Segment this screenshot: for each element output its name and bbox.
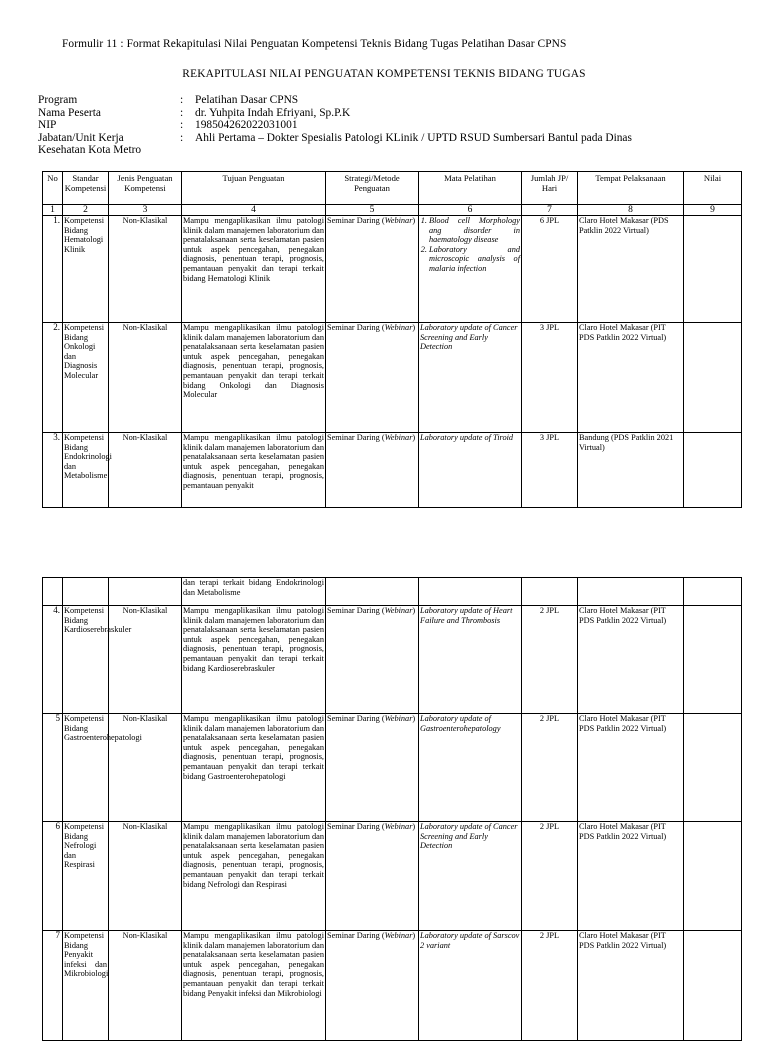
row-standar: Kompetensi Bidang Nefrologi dan Respirasi — [63, 822, 109, 931]
row-tempat: Bandung (PDS Patklin 2021 Virtual) — [578, 433, 684, 508]
strategi-text: Seminar Daring ( — [327, 606, 385, 615]
row-jp: 3 JPL — [522, 433, 578, 508]
table-row — [43, 323, 742, 433]
row-no: 5 — [43, 714, 63, 822]
strategi-text: Seminar Daring ( — [327, 931, 385, 940]
recap-table-part-2 — [42, 577, 742, 1041]
document-title: REKAPITULASI NILAI PENGUATAN KOMPETENSI TEKNIS BIDANG TUGAS — [182, 68, 586, 80]
table-row — [43, 714, 742, 822]
row-jp: 3 JPL — [522, 323, 578, 433]
row-standar: Kompetensi Bidang Hematologi Klinik — [63, 216, 109, 323]
col-number: 8 — [578, 205, 684, 216]
recap-table-part-1 — [42, 171, 742, 508]
table-header-row — [43, 172, 742, 205]
row-tujuan: Mampu mengaplikasikan ilmu patologi klinik dalam manajemen laboratorium dan penatalaksanaan serta keselamatan pasien untuk aspek pencegahan, penegakan diagnosis, penentuan terapi, prognosis, pemantauan penyakit dan terapi terkait bidang Penyakit infeksi dan Mikrobiologi — [182, 931, 326, 1041]
row-jp: 6 JPL — [522, 216, 578, 323]
strategi-text: Seminar Daring ( — [327, 433, 385, 442]
empty-cell — [419, 578, 522, 606]
row-no: 7 — [43, 931, 63, 1041]
strategi-end: ) — [412, 606, 416, 615]
strategi-italic: Webinar — [384, 822, 413, 831]
colon: : — [180, 119, 184, 132]
row-strategi — [326, 216, 419, 323]
row-no: 6 — [43, 822, 63, 931]
row-no: 2. — [43, 323, 63, 433]
info-row-jabatan — [38, 131, 632, 145]
jabatan-value-continued: Kesehatan Kota Metro — [38, 144, 142, 157]
col-number: 9 — [684, 205, 742, 216]
strategi-italic: Webinar — [384, 714, 413, 723]
row-standar: Kompetensi Bidang Onkologi dan Diagnosis Molecular — [63, 323, 109, 433]
nama-label: Nama Peserta — [38, 106, 101, 119]
row-mata: Laboratory update of Sarscov 2 variant — [419, 931, 522, 1041]
row-standar: Kompetensi Bidang Kardioserebraskuler — [63, 606, 109, 714]
row-mata: Laboratory update of Gastroenterohepatology — [419, 714, 522, 822]
strategi-italic: Webinar — [384, 216, 413, 225]
row-tujuan: Mampu mengaplikasikan ilmu patologi klinik dalam manajemen laboratorium dan penatalaksanaan serta keselamatan pasien untuk aspek pencegahan, penegakan diagnosis, penentuan terapi, prognosis, pemantauan penyakit dan terapi terkait bidang Onkologi dan Diagnosis Molecular — [182, 323, 326, 433]
jabatan-label: Jabatan/Unit Kerja — [38, 131, 124, 144]
table-row — [43, 216, 742, 323]
formulir-heading: Formulir 11 : Format Rekapitulasi Nilai Penguatan Kompetensi Teknis Bidang Tugas Pelatihan Dasar CPNS — [62, 38, 567, 50]
header-mata: Mata Pelatihan — [419, 172, 522, 205]
table-row — [43, 433, 742, 508]
header-jumlah: Jumlah JP/ Hari — [522, 172, 578, 205]
col-number: 4 — [182, 205, 326, 216]
row-jenis: Non-Klasikal — [109, 606, 182, 714]
empty-cell — [684, 578, 742, 606]
row-standar: Kompetensi Bidang Endokrinologi dan Metabolisme — [63, 433, 109, 508]
row-strategi — [326, 714, 419, 822]
row-jenis: Non-Klasikal — [109, 433, 182, 508]
row-jp: 2 JPL — [522, 606, 578, 714]
row-tujuan: Mampu mengaplikasikan ilmu patologi klinik dalam manajemen laboratorium dan penatalaksanaan serta keselamatan pasien untuk aspek pencegahan, penegakan diagnosis, penentuan terapi, prognosis, pemantauan penyakit dan terapi terkait bidang Nefrologi dan Respirasi — [182, 822, 326, 931]
row-mata: Laboratory update of Tiroid — [419, 433, 522, 508]
empty-cell — [43, 578, 63, 606]
row-jenis: Non-Klasikal — [109, 714, 182, 822]
info-row-nip — [38, 119, 298, 132]
row-nilai — [684, 606, 742, 714]
strategi-text: Seminar Daring ( — [327, 216, 385, 225]
row-strategi — [326, 931, 419, 1041]
row-strategi — [326, 606, 419, 714]
strategi-end: ) — [412, 714, 416, 723]
col-number: 1 — [43, 205, 63, 216]
header-no: No — [43, 172, 63, 205]
empty-cell — [326, 578, 419, 606]
nip-label: NIP — [38, 119, 57, 132]
row-strategi — [326, 433, 419, 508]
nip-value: 198504262022031001 — [195, 119, 298, 132]
row-standar: Kompetensi Bidang Penyakit infeksi dan Mikrobiologi — [63, 931, 109, 1041]
row-mata: Laboratory update of Heart Failure and Thrombosis — [419, 606, 522, 714]
row-strategi — [326, 323, 419, 433]
table-row — [43, 931, 742, 1041]
strategi-end: ) — [412, 931, 416, 940]
strategi-end: ) — [412, 822, 416, 831]
col-number: 7 — [522, 205, 578, 216]
row-tujuan: Mampu mengaplikasikan ilmu patologi klinik dalam manajemen laboratorium dan penatalaksanaan serta keselamatan pasien untuk aspek pencegahan, penegakan diagnosis, penentuan terapi, prognosis, pemantauan penyakit dan terapi terkait bidang Hematologi Klinik — [182, 216, 326, 323]
header-tujuan: Tujuan Penguatan — [182, 172, 326, 205]
row-standar: Kompetensi Bidang Gastroenterohepatologi — [63, 714, 109, 822]
colon: : — [180, 94, 184, 106]
row-nilai — [684, 822, 742, 931]
strategi-italic: Webinar — [384, 323, 413, 332]
strategi-end: ) — [412, 216, 416, 225]
header-tempat: Tempat Pelaksanaan — [578, 172, 684, 205]
row-jenis: Non-Klasikal — [109, 216, 182, 323]
participant-info — [38, 94, 632, 157]
header-jenis: Jenis Penguatan Kompetensi — [109, 172, 182, 205]
col-number: 2 — [63, 205, 109, 216]
strategi-end: ) — [412, 323, 416, 332]
table-row — [43, 606, 742, 714]
row-jp: 2 JPL — [522, 931, 578, 1041]
colon: : — [180, 131, 184, 144]
row-jp: 2 JPL — [522, 822, 578, 931]
program-label: Program — [38, 94, 78, 106]
table-row-continued — [43, 578, 742, 606]
mata-list — [420, 216, 520, 274]
column-number-row — [43, 205, 742, 216]
program-value: Pelatihan Dasar CPNS — [195, 94, 299, 106]
jabatan-value: Ahli Pertama – Dokter Spesialis Patologi KLinik / UPTD RSUD Sumbersari Bantul pada Dinas — [195, 131, 632, 144]
row-tujuan: Mampu mengaplikasikan ilmu patologi klinik dalam manajemen laboratorium dan penatalaksanaan serta keselamatan pasien untuk aspek pencegahan, penegakan diagnosis, penentuan terapi, prognosis, pemantauan penyakit dan terapi terkait bidang Gastroenterohepatologi — [182, 714, 326, 822]
row-jenis: Non-Klasikal — [109, 323, 182, 433]
strategi-italic: Webinar — [384, 931, 413, 940]
mata-item: 2. Laboratory and microscopic analysis of malaria infection — [429, 245, 520, 274]
row-no: 3. — [43, 433, 63, 508]
row-tempat: Claro Hotel Makasar (PDS Patklin 2022 Virtual) — [578, 216, 684, 323]
row-nilai — [684, 216, 742, 323]
strategi-end: ) — [412, 433, 416, 442]
row-no: 4. — [43, 606, 63, 714]
header-standar: Standar Kompetensi — [63, 172, 109, 205]
row-tempat: Claro Hotel Makasar (PIT PDS Patklin 2022 Virtual) — [578, 931, 684, 1041]
row-mata: Laboratory update of Cancer Screening and Early Detection — [419, 323, 522, 433]
row-tempat: Claro Hotel Makasar (PIT PDS Patklin 2022 Virtual) — [578, 606, 684, 714]
table-row — [43, 822, 742, 931]
col-number: 5 — [326, 205, 419, 216]
row-jenis: Non-Klasikal — [109, 931, 182, 1041]
info-row-program — [38, 94, 299, 107]
header-nilai: Nilai — [684, 172, 742, 205]
strategi-italic: Webinar — [384, 606, 413, 615]
info-row-nama — [38, 106, 351, 120]
row-nilai — [684, 433, 742, 508]
row-no: 1. — [43, 216, 63, 323]
row-tempat: Claro Hotel Makasar (PIT PDS Patklin 2022 Virtual) — [578, 714, 684, 822]
nama-value: dr. Yuhpita Indah Efriyani, Sp.P.K — [195, 106, 351, 119]
header-strategi: Strategi/Metode Penguatan — [326, 172, 419, 205]
row-mata — [419, 216, 522, 323]
col-number: 6 — [419, 205, 522, 216]
strategi-italic: Webinar — [384, 433, 413, 442]
row-nilai — [684, 931, 742, 1041]
empty-cell — [578, 578, 684, 606]
empty-cell — [522, 578, 578, 606]
empty-cell — [63, 578, 109, 606]
colon: : — [180, 106, 184, 119]
empty-cell — [109, 578, 182, 606]
col-number: 3 — [109, 205, 182, 216]
mata-item: 1. Blood cell Morphology ang disorder in haematology disease — [429, 216, 520, 245]
row-jenis: Non-Klasikal — [109, 822, 182, 931]
strategi-text: Seminar Daring ( — [327, 822, 385, 831]
row-jp: 2 JPL — [522, 714, 578, 822]
row-tujuan: Mampu mengaplikasikan ilmu patologi klinik dalam manajemen laboratorium dan penatalaksanaan serta keselamatan pasien untuk aspek pencegahan, penegakan diagnosis, penentuan terapi, prognosis, pemantauan penyakit — [182, 433, 326, 508]
strategi-text: Seminar Daring ( — [327, 714, 385, 723]
row-mata: Laboratory update of Cancer Screening and Early Detection — [419, 822, 522, 931]
row-nilai — [684, 714, 742, 822]
row-tujuan-continued: dan terapi terkait bidang Endokrinologi dan Metabolisme — [182, 578, 326, 606]
row-tujuan: Mampu mengaplikasikan ilmu patologi klinik dalam manajemen laboratorium dan penatalaksanaan serta keselamatan pasien untuk aspek pencegahan, penegakan diagnosis, penentuan terapi, prognosis, pemantauan penyakit dan terapi terkait bidang Kardioserebraskuler — [182, 606, 326, 714]
strategi-text: Seminar Daring ( — [327, 323, 385, 332]
row-tempat: Claro Hotel Makasar (PIT PDS Patklin 2022 Virtual) — [578, 822, 684, 931]
row-tempat: Claro Hotel Makasar (PIT PDS Patklin 2022 Virtual) — [578, 323, 684, 433]
row-strategi — [326, 822, 419, 931]
row-nilai — [684, 323, 742, 433]
